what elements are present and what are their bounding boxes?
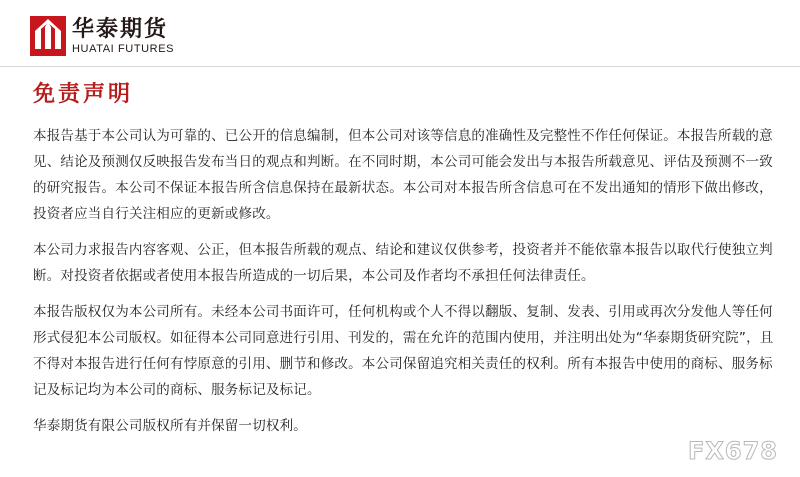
header bbox=[30, 10, 174, 62]
header-divider bbox=[0, 66, 800, 67]
disclaimer-paragraph-3: 本报告版权仅为本公司所有。未经本公司书面许可，任何机构或个人不得以翻版、复制、发表、引用或再次分发他人等任何形式侵犯本公司版权。如征得本公司同意进行引用、刊发的，需在允许的范围内使用，并注明出处为“华泰期货研究院”，且不得对本报告进行任何有悖原意的引用、删节和修改。本公司保留追究相关责任的权利。所有本报告中使用的商标、服务标记及标记均为本公司的商标、服务标记及标记。 bbox=[33, 304, 774, 398]
huatai-logo-icon bbox=[30, 16, 66, 56]
disclaimer-paragraph-1: 本报告基于本公司认为可靠的、已公开的信息编制，但本公司对该等信息的准确性及完整性不作任何保证。本报告所载的意见、结论及预测仅反映报告发布当日的观点和判断。在不同时期，本公司可能会发出与本报告所载意见、评估及预测不一致的研究报告。本公司不保证本报告所含信息保持在最新状态。本公司对本报告所含信息可在不发出通知的情形下做出修改， 投资者应当自行关注相应的更新或修改。 bbox=[33, 128, 773, 222]
copyright-statement: 华泰期货有限公司版权所有并保留一切权利。 bbox=[33, 418, 307, 434]
logo-text bbox=[72, 17, 174, 56]
disclaimer-paragraph-2: 本公司力求报告内容客观、公正，但本报告所载的观点、结论和建议仅供参考，投资者并不能依靠本报告以取代行使独立判断。对投资者依据或者使用本报告所造成的一切后果，本公司及作者均不承担任何法律责任。 bbox=[33, 242, 773, 284]
logo-english-name: HUATAI FUTURES bbox=[72, 42, 175, 55]
logo-chinese-name: 华泰期货 bbox=[72, 16, 169, 42]
disclaimer-body bbox=[33, 123, 775, 449]
watermark: FX678 bbox=[688, 437, 778, 465]
page-title: 免责声明 bbox=[33, 82, 134, 107]
